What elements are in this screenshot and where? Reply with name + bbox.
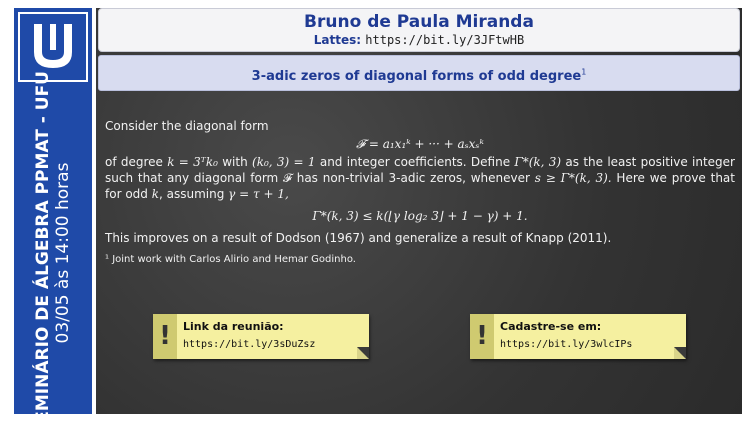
lattes-label: Lattes: [313,33,362,47]
condition-expression: s ≥ Γ*(k, 3). [534,171,612,185]
page-fold-icon [357,347,369,359]
intro-text: Consider the diagonal form [105,119,269,133]
meeting-link-label: Link da reunião: [183,320,284,333]
improvement-text: This improves on a result of Dodson (1967) and generalize a result of Knapp (2011). [105,231,612,245]
sidebar [14,8,92,435]
page-fold-icon [674,347,686,359]
text-segment: Here we prove that for odd [105,171,735,201]
abstract-content [105,118,735,268]
register-label: Cadastre-se em: [500,320,602,333]
degree-expression: k = 3ᵀk₀ [167,155,218,169]
seminar-vertical-text [33,71,73,435]
seminar-datetime: 03/05 às 14:00 horas [53,162,73,344]
exclamation-icon: ! [153,314,177,359]
talk-title-bar [98,55,740,91]
diagonal-form-equation: 𝓕 = a₁x₁ᵏ + ··· + aₛxₛᵏ [356,137,484,151]
text-segment: and integer coefficients. Define [315,155,515,169]
footnote-mark: 1 [581,68,587,77]
gamma-expression: Γ*(k, 3) [514,155,562,169]
meeting-link-note [153,314,369,359]
meeting-link-url[interactable]: https://bit.ly/3sDuZsz [183,339,316,350]
text-segment: , assuming [159,187,229,201]
definition-paragraph [105,154,735,202]
exclamation-icon: ! [470,314,494,359]
gamma-definition: γ = τ + 1, [228,187,289,201]
gcd-expression: (k₀, 3) = 1 [252,155,316,169]
lattes-link[interactable]: https://bit.ly/3JFtwHB [365,33,525,47]
speaker-header [98,8,740,52]
k-variable: k [151,187,159,201]
bound-equation: Γ*(k, 3) ≤ k(⌊γ log₂ 3⌋ + 1 − γ) + 1. [312,209,528,223]
register-link-note [470,314,686,359]
speaker-name: Bruno de Paula Miranda [304,12,534,32]
text-segment: with [217,155,253,169]
footnote-text: ¹ Joint work with Carlos Alirio and Hemar Godinho. [105,254,356,265]
talk-title-text: 3-adic zeros of diagonal forms of odd degree [251,69,582,85]
lattes-line [99,33,739,47]
text-segment: of degree [105,155,168,169]
seminar-title: SEMINÁRIO DE ÁLGEBRA PPMAT - UFU [33,71,53,435]
register-link-url[interactable]: https://bit.ly/3wlcIPs [500,339,633,350]
text-segment: as the least positive integer such that any diagonal form 𝓕 has non-trivial 3-adic zeros, whenever [105,155,735,185]
talk-title [252,69,587,84]
